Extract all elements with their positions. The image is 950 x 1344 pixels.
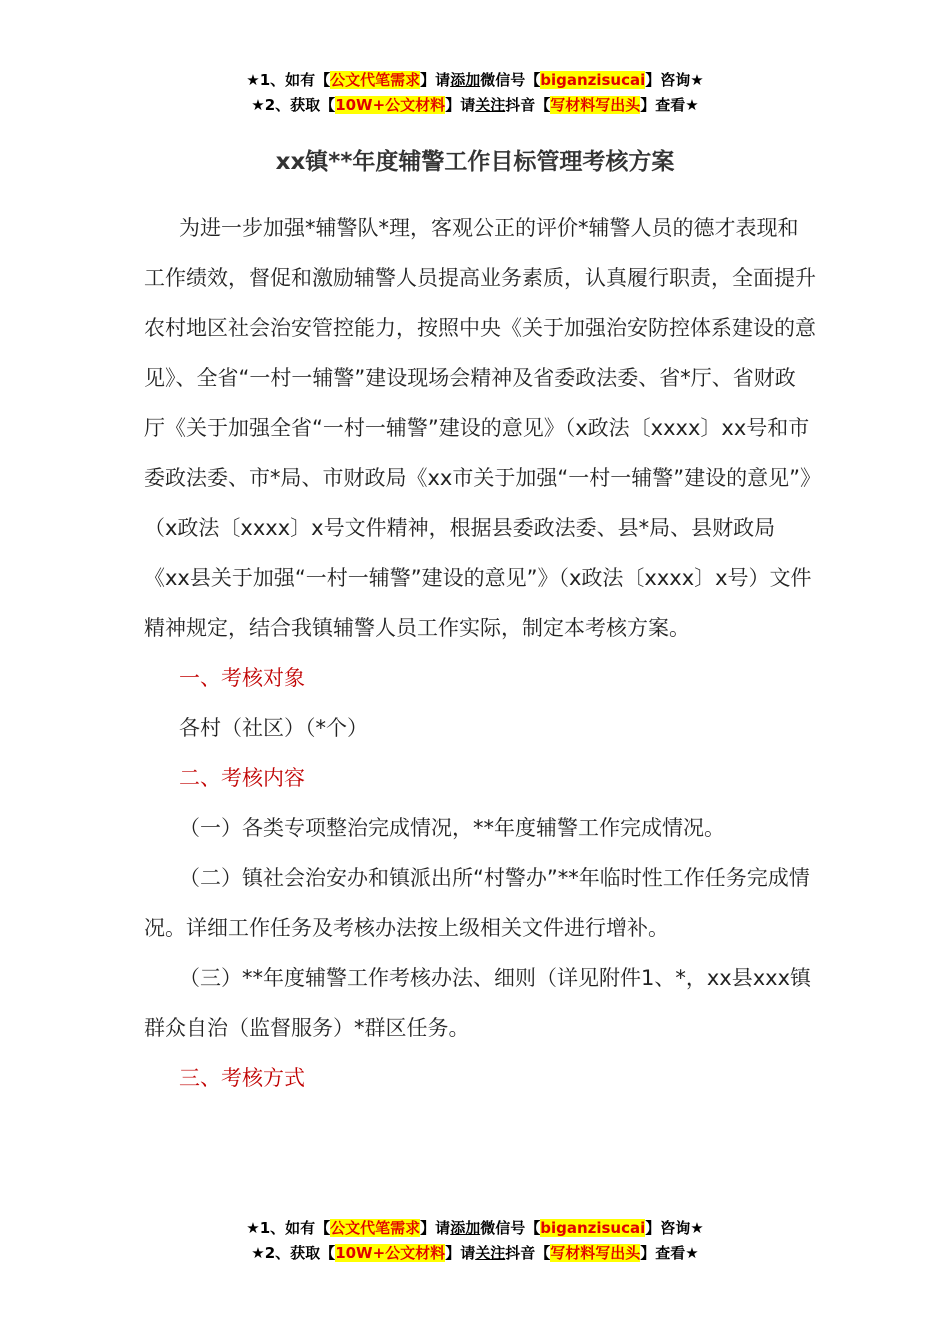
promo-text: 】咨询★ <box>645 71 704 89</box>
section-heading-3: 三、考核方式 <box>179 1066 305 1090</box>
bottom-promo-banner <box>0 1216 950 1266</box>
promo-highlight: 公文代笔需求 <box>330 71 421 89</box>
promo-text: ★2、获取【 <box>251 1244 336 1262</box>
promo-highlight: 10W+公文材料 <box>335 96 446 114</box>
promo-text: 微信号【 <box>480 71 541 89</box>
section-paragraph: （一）各类专项整治完成情况，**年度辅警工作完成情况。 <box>179 816 725 840</box>
document-body <box>144 203 816 1103</box>
promo-underline: 添加 <box>450 71 481 89</box>
intro-paragraph: 为进一步加强*辅警队*理，客观公正的评价*辅警人员的德才表现和工作绩效，督促和激励辅警人员提高业务素质，认真履行职责，全面提升农村地区社会治安管控能力，按照中央《关于加强治安防控体系建设的意见》、全省“一村一辅警”建设现场会精神及省委政法委、省*厅、省财政厅《关于加强全省“一村一辅警”建设的意见》（x政法〔xxxx〕xx号和市委政法委、市*局、市财政局《xx市关于加强“一村一辅警”建设的意见”》（x政法〔xxxx〕x号文件精神，根据县委政法委、县*局、县财政局《xx县关于加强“一村一辅警”建设的意见”》（x政法〔xxxx〕x号）文件精神规定，结合我镇辅警人员工作实际，制定本考核方案。 <box>144 216 816 640</box>
promo-highlight: 写材料写出头 <box>550 1244 641 1262</box>
section-heading-2: 二、考核内容 <box>179 766 305 790</box>
promo-text: ★1、如有【 <box>246 71 331 89</box>
promo-line-2 <box>0 1241 950 1266</box>
promo-highlight: biganzisucai <box>540 1219 646 1237</box>
promo-underline: 关注 <box>475 96 506 114</box>
promo-text: 】请 <box>420 71 451 89</box>
promo-line-1 <box>0 1216 950 1241</box>
section-paragraph: 各村（社区）（*个） <box>179 716 368 740</box>
promo-line-1 <box>0 68 950 93</box>
document-title: xx镇**年度辅警工作目标管理考核方案 <box>275 149 675 175</box>
section-paragraph: （二）镇社会治安办和镇派出所“村警办”**年临时性工作任务完成情况。详细工作任务及考核办法按上级相关文件进行增补。 <box>144 866 810 940</box>
promo-text: 】请 <box>445 1244 476 1262</box>
promo-highlight: 公文代笔需求 <box>330 1219 421 1237</box>
promo-text: 抖音【 <box>505 1244 551 1262</box>
promo-highlight: 10W+公文材料 <box>335 1244 446 1262</box>
promo-text: 】咨询★ <box>645 1219 704 1237</box>
promo-text: 】查看★ <box>640 1244 699 1262</box>
promo-text: 】请 <box>445 96 476 114</box>
promo-line-2 <box>0 93 950 118</box>
promo-text: 】查看★ <box>640 96 699 114</box>
promo-text: ★2、获取【 <box>251 96 336 114</box>
promo-text: 微信号【 <box>480 1219 541 1237</box>
promo-underline: 关注 <box>475 1244 506 1262</box>
section-paragraph: （三）**年度辅警工作考核办法、细则（详见附件1、*，xx县xxx镇群众自治（监督服务）*群区任务。 <box>144 966 811 1040</box>
promo-text: ★1、如有【 <box>246 1219 331 1237</box>
section-heading-1: 一、考核对象 <box>179 666 305 690</box>
promo-highlight: biganzisucai <box>540 71 646 89</box>
promo-text: 】请 <box>420 1219 451 1237</box>
top-promo-banner <box>0 68 950 118</box>
promo-highlight: 写材料写出头 <box>550 96 641 114</box>
promo-text: 抖音【 <box>505 96 551 114</box>
promo-underline: 添加 <box>450 1219 481 1237</box>
